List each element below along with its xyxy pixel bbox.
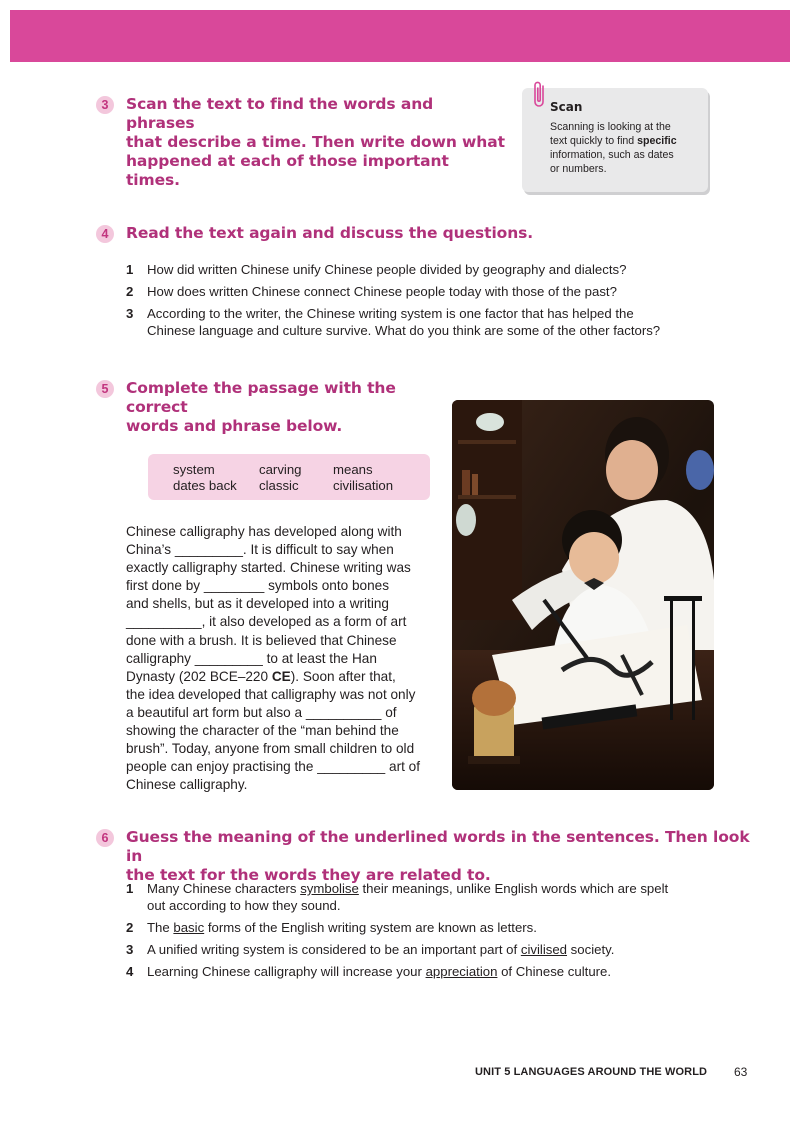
- list-item: 4 Learning Chinese calligraphy will increase your appreciation of Chinese culture.: [126, 964, 612, 979]
- question-6-heading: Guess the meaning of the underlined words in the sentences. Then look in the text for the words they are related to.: [126, 828, 750, 884]
- calligraphy-photo: [452, 400, 714, 790]
- question-number-5: 5: [96, 380, 114, 398]
- question-4-heading: Read the text again and discuss the questions.: [126, 224, 534, 242]
- word-bank-item: classic: [259, 478, 299, 493]
- scan-tip-box: [522, 88, 708, 192]
- list-item: 1 Many Chinese characters symbolise their meanings, unlike English words which are spelt out according to how they sound.: [126, 881, 669, 913]
- calligraphy-passage: Chinese calligraphy has developed along with China’s _________. It is difficult to say when exactly calligraphy started. Chinese writing was first done by ________ symbols onto bones and shells, but as it developed into a writing __________, it also developed as a form of art done with a brush. It is believed that Chinese calligraphy _________ to at least the Han Dynasty (202 BCE–220 CE). Soon after that, the idea developed that calligraphy was not only a beautiful art form but also a __________ of showing the character of the “man behind the brush”. Today, anyone from small children to old people can enjoy practising the _________ art of Chinese calligraphy.: [126, 524, 420, 793]
- list-item: 3 A unified writing system is considered to be an important part of civilised society.: [126, 942, 615, 957]
- scan-tip-body: Scanning is looking at the text quickly to find specific information, such as dates or numbers.: [550, 121, 677, 175]
- question-number-4: 4: [96, 225, 114, 243]
- list-item: 1 How did written Chinese unify Chinese people divided by geography and dialects?: [126, 262, 627, 277]
- list-item: 2 How does written Chinese connect Chinese people today with those of the past?: [126, 284, 617, 299]
- question-4-list: [126, 261, 726, 344]
- list-item: 3 According to the writer, the Chinese writing system is one factor that has helped the Chinese language and culture survive. What do you think are some of the other factors?: [126, 306, 661, 338]
- word-bank-item: system: [173, 462, 215, 477]
- header-bar: [10, 10, 790, 62]
- question-5-heading: Complete the passage with the correct words and phrase below.: [126, 379, 396, 435]
- question-number-3: 3: [96, 96, 114, 114]
- word-bank: [148, 454, 430, 500]
- scan-tip-title: Scan: [550, 100, 583, 114]
- word-bank-item: dates back: [173, 478, 237, 493]
- question-6-list: [126, 880, 726, 985]
- word-bank-item: civilisation: [333, 478, 394, 493]
- word-bank-item: carving: [259, 462, 302, 477]
- question-3-heading: Scan the text to find the words and phrases that describe a time. Then write down what happened at each of those important times.: [126, 95, 505, 189]
- list-item: 2 The basic forms of the English writing system are known as letters.: [126, 920, 537, 935]
- word-bank-item: means: [333, 462, 373, 477]
- question-number-6: 6: [96, 829, 114, 847]
- unit-title: UNIT 5 LANGUAGES AROUND THE WORLD: [475, 1066, 708, 1078]
- page-number: 63: [734, 1065, 748, 1079]
- paperclip-icon: [532, 80, 548, 110]
